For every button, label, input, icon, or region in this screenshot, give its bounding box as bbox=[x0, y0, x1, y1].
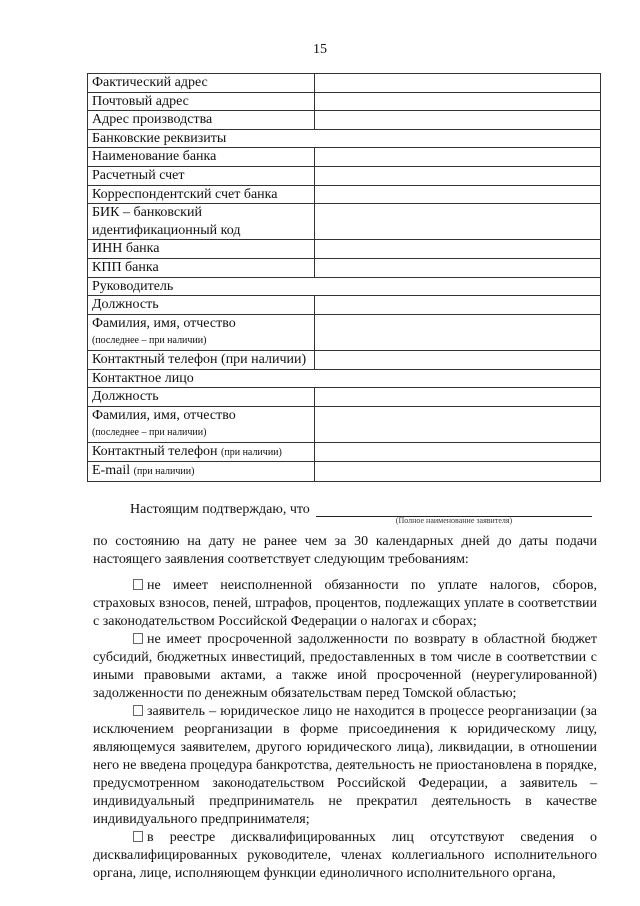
checkbox-icon[interactable] bbox=[133, 633, 143, 644]
row-label-text: Адрес производства bbox=[92, 112, 213, 128]
row-value-cell[interactable] bbox=[315, 442, 601, 462]
intro-text: по состоянию на дату не ранее чем за 30 календарных дней до даты подачи настоящего заявления соответствует следующим требованиям: bbox=[93, 534, 597, 567]
requirement-item bbox=[93, 703, 597, 829]
row-value-cell[interactable] bbox=[315, 185, 601, 204]
table-row bbox=[88, 388, 601, 407]
row-label bbox=[88, 185, 315, 204]
table-row bbox=[88, 462, 601, 482]
row-label-text: Банковские реквизиты bbox=[92, 130, 227, 146]
row-label-text: Расчетный счет bbox=[92, 167, 185, 183]
table-row bbox=[88, 406, 601, 442]
row-value-cell[interactable] bbox=[315, 240, 601, 259]
applicant-name-caption: (Полное наименование заявителя) bbox=[395, 516, 513, 525]
row-label-text: ИНН банка bbox=[92, 241, 160, 257]
row-label-text: Корреспондентский счет банка bbox=[92, 186, 278, 202]
row-value-cell[interactable] bbox=[315, 462, 601, 482]
row-label bbox=[88, 204, 315, 240]
row-label bbox=[88, 462, 315, 482]
requirement-item bbox=[93, 829, 597, 883]
row-label bbox=[88, 111, 315, 130]
table-row bbox=[88, 148, 601, 167]
row-label bbox=[88, 350, 315, 369]
table-row bbox=[88, 442, 601, 462]
row-note: (последнее – при наличии) bbox=[92, 335, 207, 347]
row-value-cell[interactable] bbox=[315, 296, 601, 315]
row-label-text: Должность bbox=[92, 389, 159, 405]
table-row bbox=[88, 74, 601, 93]
table-row bbox=[88, 258, 601, 277]
requirement-item bbox=[93, 577, 597, 631]
row-value-cell[interactable] bbox=[315, 92, 601, 111]
table-row bbox=[88, 277, 601, 296]
row-value-cell[interactable] bbox=[315, 166, 601, 185]
row-label-text: Руководитель bbox=[92, 278, 174, 294]
row-note: (при наличии) bbox=[133, 466, 195, 478]
row-label-text: Контактный телефон bbox=[92, 443, 218, 459]
row-label bbox=[88, 148, 315, 167]
table-row bbox=[88, 166, 601, 185]
row-label bbox=[88, 92, 315, 111]
row-label-text: Должность bbox=[92, 297, 159, 313]
row-label bbox=[88, 388, 315, 407]
requirement-text: не имеет неисполненной обязанности по уплате налогов, сборов, страховых взносов, пеней, штрафов, процентов, подлежащих уплате в соответствии с законодательством Российской Федерации о налогах и сборах; bbox=[93, 578, 597, 629]
row-label-text: Почтовый адрес bbox=[92, 93, 189, 109]
row-label-text: Контактное лицо bbox=[92, 370, 194, 386]
row-value-cell[interactable] bbox=[315, 204, 601, 240]
row-value-cell[interactable] bbox=[315, 148, 601, 167]
row-label-text: Контактный телефон (при наличии) bbox=[92, 351, 307, 367]
row-value-cell[interactable] bbox=[315, 74, 601, 93]
row-value-cell[interactable] bbox=[315, 406, 601, 442]
table-row bbox=[88, 369, 601, 388]
row-value-cell[interactable] bbox=[315, 388, 601, 407]
table-row bbox=[88, 240, 601, 259]
table-row bbox=[88, 185, 601, 204]
row-label-text: Фамилия, имя, отчество bbox=[92, 407, 236, 423]
table-row bbox=[88, 314, 601, 350]
row-value-cell[interactable] bbox=[315, 258, 601, 277]
confirm-text: Настоящим подтверждаю, что bbox=[130, 502, 310, 517]
row-label-text: E-mail bbox=[92, 463, 131, 479]
row-value-cell[interactable] bbox=[315, 350, 601, 369]
checkbox-icon[interactable] bbox=[133, 579, 143, 590]
row-label bbox=[88, 296, 315, 315]
requirement-text: не имеет просроченной задолженности по возврату в областной бюджет субсидий, бюджетных инвестиций, предоставленных в том числе в соответствии с иными правовыми актами, а также иной просроченной (неурегулированной) задолженности по денежным обязательствам перед Томской областью; bbox=[93, 632, 597, 701]
table-row bbox=[88, 350, 601, 369]
requirement-text: в реестре дисквалифицированных лиц отсутствуют сведения о дисквалифицированных руководителе, членах коллегиального исполнительного органа, лице, исполняющем функции единоличного исполнительного органа, bbox=[93, 830, 597, 881]
requirements-list bbox=[93, 577, 597, 883]
row-note: (последнее – при наличии) bbox=[92, 427, 207, 439]
row-label bbox=[88, 74, 315, 93]
checkbox-icon[interactable] bbox=[133, 831, 143, 842]
row-label bbox=[88, 129, 601, 148]
intro-paragraph bbox=[93, 533, 597, 569]
row-label bbox=[88, 258, 315, 277]
row-label bbox=[88, 240, 315, 259]
row-label-text: Наименование банка bbox=[92, 149, 217, 165]
requirement-item bbox=[93, 631, 597, 703]
row-label-text: КПП банка bbox=[92, 259, 159, 275]
row-label-text: БИК – банковский идентификационный код bbox=[92, 205, 241, 238]
row-note: (при наличии) bbox=[221, 446, 282, 458]
requirement-text: заявитель – юридическое лицо не находится в процессе реорганизации (за исключением реорганизации в форме присоединения к юридическому лицу, являющемуся заявителем, другого юридического лица), ликвидации, в отношении него не введена процедура банкротства, деятельность не приостановлена в порядке, предусмотренном законодательством Российской Федерации, а заявитель – индивидуальный предприниматель не прекратил деятельность в качестве индивидуального предпринимателя; bbox=[93, 704, 597, 827]
table-row bbox=[88, 111, 601, 130]
applicant-details-table bbox=[87, 73, 601, 482]
row-label bbox=[88, 406, 315, 442]
row-label bbox=[88, 369, 601, 388]
row-label bbox=[88, 277, 601, 296]
table-row bbox=[88, 204, 601, 240]
page-number: 15 bbox=[313, 42, 327, 57]
row-value-cell[interactable] bbox=[315, 111, 601, 130]
checkbox-icon[interactable] bbox=[133, 705, 143, 716]
table-row bbox=[88, 92, 601, 111]
row-label bbox=[88, 166, 315, 185]
row-label bbox=[88, 314, 315, 350]
row-value-cell[interactable] bbox=[315, 314, 601, 350]
row-label-text: Фактический адрес bbox=[92, 75, 208, 90]
table-row bbox=[88, 296, 601, 315]
row-label-text: Фамилия, имя, отчество bbox=[92, 315, 236, 331]
row-label bbox=[88, 442, 315, 462]
table-row bbox=[88, 129, 601, 148]
